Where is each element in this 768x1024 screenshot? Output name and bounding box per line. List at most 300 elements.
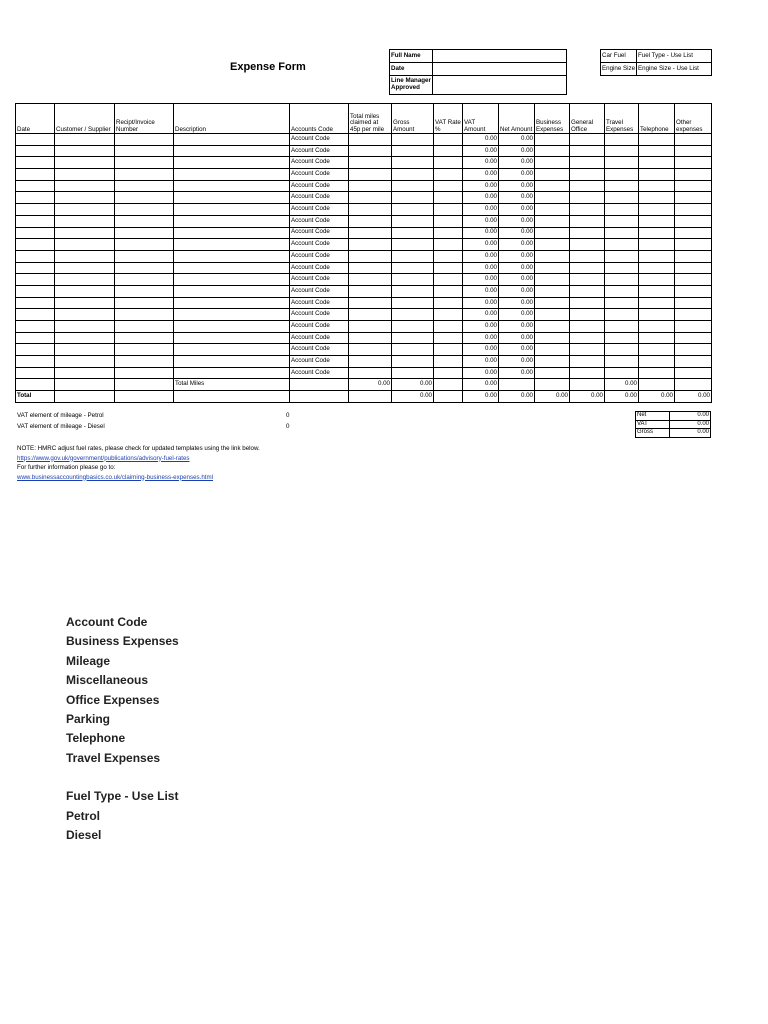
table-cell[interactable] [115,180,174,192]
table-cell[interactable] [16,204,55,216]
table-cell[interactable] [55,227,115,239]
table-cell[interactable] [434,367,463,379]
table-cell[interactable] [115,239,174,251]
table-cell[interactable] [392,134,434,146]
table-cell[interactable] [639,192,675,204]
table-cell[interactable] [639,227,675,239]
account-code-select[interactable]: Account Code [290,204,349,216]
table-cell[interactable] [535,250,570,262]
table-cell[interactable] [115,274,174,286]
engine-size-select[interactable]: Engine Size - Use List [637,63,712,76]
account-code-select[interactable]: Account Code [290,321,349,333]
table-cell[interactable] [349,157,392,169]
table-cell[interactable] [639,145,675,157]
table-cell[interactable] [392,344,434,356]
table-cell[interactable] [570,204,605,216]
account-code-select[interactable]: Account Code [290,239,349,251]
table-cell[interactable] [349,204,392,216]
table-cell[interactable] [639,180,675,192]
table-cell[interactable] [434,297,463,309]
table-cell[interactable] [535,356,570,368]
table-cell[interactable] [174,367,290,379]
table-cell[interactable] [174,192,290,204]
account-code-select[interactable]: Account Code [290,180,349,192]
table-cell[interactable] [392,169,434,181]
table-cell[interactable] [392,180,434,192]
table-cell[interactable] [174,285,290,297]
table-cell[interactable] [434,215,463,227]
table-cell[interactable] [349,332,392,344]
table-cell[interactable] [639,321,675,333]
table-cell[interactable] [605,356,639,368]
table-cell[interactable] [115,145,174,157]
table-cell[interactable] [434,204,463,216]
table-cell[interactable] [392,250,434,262]
table-cell[interactable] [605,169,639,181]
table-cell[interactable] [349,309,392,321]
table-cell[interactable] [349,145,392,157]
car-fuel-label: Car Fuel [601,50,637,63]
table-cell[interactable] [174,321,290,333]
table-cell[interactable] [570,192,605,204]
table-cell[interactable] [115,262,174,274]
table-cell[interactable] [434,356,463,368]
table-cell[interactable] [349,344,392,356]
table-cell[interactable] [392,157,434,169]
business-expenses-link[interactable]: www.businessaccountingbasics.co.uk/claiming-business-expenses.html [17,473,214,481]
table-row [16,180,712,192]
table-cell[interactable] [675,344,712,356]
table-cell[interactable] [675,192,712,204]
table-cell[interactable] [675,134,712,146]
table-cell[interactable] [16,169,55,181]
table-cell[interactable] [605,344,639,356]
table-cell[interactable] [349,192,392,204]
table-cell[interactable] [675,227,712,239]
table-cell[interactable] [55,262,115,274]
table-cell[interactable] [535,262,570,274]
table-cell[interactable] [675,157,712,169]
account-code-select[interactable]: Account Code [290,332,349,344]
account-code-select[interactable]: Account Code [290,192,349,204]
table-cell[interactable] [115,215,174,227]
table-cell[interactable] [115,227,174,239]
table-cell[interactable] [535,321,570,333]
table-cell[interactable] [605,332,639,344]
table-cell[interactable] [675,309,712,321]
account-code-select[interactable]: Account Code [290,134,349,146]
table-cell[interactable] [434,274,463,286]
account-code-option: Mileage [66,653,111,668]
vat-amount-cell: 0.00 [463,367,499,379]
table-cell[interactable] [535,309,570,321]
table-cell[interactable] [605,145,639,157]
table-cell[interactable] [392,145,434,157]
table-cell[interactable] [16,227,55,239]
table-cell[interactable] [605,309,639,321]
table-cell[interactable] [174,250,290,262]
table-cell[interactable] [639,309,675,321]
table-cell[interactable] [174,309,290,321]
table-cell[interactable] [675,215,712,227]
table-cell[interactable] [605,250,639,262]
table-cell[interactable] [349,321,392,333]
table-cell[interactable] [605,215,639,227]
table-cell[interactable] [639,356,675,368]
table-cell[interactable] [434,309,463,321]
table-cell[interactable] [535,285,570,297]
table-cell[interactable] [55,180,115,192]
table-cell[interactable] [570,169,605,181]
table-cell[interactable] [570,321,605,333]
table-cell[interactable] [392,321,434,333]
table-cell[interactable] [639,204,675,216]
table-cell[interactable] [349,180,392,192]
table-cell[interactable] [55,356,115,368]
vat-petrol-value: 0 [286,412,290,419]
table-cell[interactable] [115,204,174,216]
vat-amount-cell: 0.00 [463,169,499,181]
table-cell[interactable] [675,250,712,262]
table-cell[interactable] [675,356,712,368]
table-cell[interactable] [570,262,605,274]
table-cell[interactable] [16,239,55,251]
table-cell[interactable] [174,297,290,309]
table-cell[interactable] [675,297,712,309]
table-cell[interactable] [115,134,174,146]
table-cell[interactable] [174,332,290,344]
table-cell[interactable] [115,344,174,356]
table-cell[interactable] [675,262,712,274]
table-cell[interactable] [605,134,639,146]
table-cell[interactable] [570,344,605,356]
table-cell[interactable] [535,332,570,344]
table-cell[interactable] [349,262,392,274]
table-cell[interactable] [55,250,115,262]
table-cell[interactable] [392,356,434,368]
table-cell[interactable] [392,297,434,309]
table-cell[interactable] [639,169,675,181]
table-cell[interactable] [16,309,55,321]
table-cell[interactable] [349,285,392,297]
table-cell[interactable] [55,367,115,379]
table-cell[interactable] [434,332,463,344]
line-manager-field[interactable] [433,76,567,95]
table-cell[interactable] [349,169,392,181]
table-cell[interactable] [434,192,463,204]
table-cell[interactable] [349,356,392,368]
table-cell[interactable] [16,356,55,368]
table-cell[interactable] [55,297,115,309]
table-cell[interactable] [434,169,463,181]
table-cell[interactable] [605,297,639,309]
table-cell[interactable] [16,321,55,333]
account-code-select[interactable]: Account Code [290,274,349,286]
table-cell[interactable] [115,192,174,204]
table-cell[interactable] [115,321,174,333]
table-cell[interactable] [16,285,55,297]
account-code-select[interactable]: Account Code [290,227,349,239]
table-cell[interactable] [639,239,675,251]
table-cell[interactable] [16,134,55,146]
table-cell[interactable] [434,321,463,333]
vat-amount-cell: 0.00 [463,239,499,251]
table-cell[interactable] [675,239,712,251]
table-cell[interactable] [535,134,570,146]
table-cell[interactable] [434,344,463,356]
table-cell[interactable] [392,204,434,216]
table-cell[interactable] [115,297,174,309]
table-cell[interactable] [434,285,463,297]
table-cell[interactable] [349,367,392,379]
table-cell[interactable] [605,157,639,169]
table-cell[interactable] [675,367,712,379]
table-cell[interactable] [174,157,290,169]
table-cell[interactable] [605,367,639,379]
table-cell[interactable] [16,180,55,192]
table-cell[interactable] [535,274,570,286]
table-cell[interactable] [570,309,605,321]
table-cell[interactable] [55,309,115,321]
table-cell[interactable] [639,215,675,227]
table-cell[interactable] [605,262,639,274]
table-cell[interactable] [174,227,290,239]
table-cell[interactable] [55,274,115,286]
table-cell[interactable] [434,250,463,262]
table-cell[interactable] [639,157,675,169]
table-cell[interactable] [16,192,55,204]
table-cell[interactable] [605,239,639,251]
table-cell[interactable] [639,274,675,286]
table-cell[interactable] [434,157,463,169]
table-cell[interactable] [570,356,605,368]
table-cell[interactable] [55,285,115,297]
table-cell[interactable] [605,321,639,333]
vat-amount-cell: 0.00 [463,285,499,297]
table-cell[interactable] [115,356,174,368]
account-code-option: Business Expenses [66,634,179,649]
table-cell[interactable] [55,134,115,146]
table-cell[interactable] [639,297,675,309]
table-cell[interactable] [16,145,55,157]
table-cell[interactable] [55,332,115,344]
table-cell[interactable] [55,169,115,181]
table-cell[interactable] [535,192,570,204]
summary-net-label: Net [636,412,670,421]
table-cell[interactable] [349,239,392,251]
table-cell[interactable] [392,215,434,227]
table-cell[interactable] [392,262,434,274]
account-code-select[interactable]: Account Code [290,145,349,157]
table-cell[interactable] [392,367,434,379]
table-cell[interactable] [16,332,55,344]
table-cell[interactable] [535,157,570,169]
table-cell[interactable] [174,274,290,286]
table-cell[interactable] [570,285,605,297]
total-miles-label: Total Miles [174,379,290,391]
table-cell[interactable] [535,297,570,309]
fuel-type-option: Petrol [66,808,101,823]
table-cell [570,379,605,391]
table-cell[interactable] [535,180,570,192]
table-cell[interactable] [535,239,570,251]
table-cell[interactable] [434,262,463,274]
table-cell[interactable] [16,344,55,356]
table-cell[interactable] [434,180,463,192]
table-cell[interactable] [55,204,115,216]
table-cell[interactable] [115,169,174,181]
account-code-select[interactable]: Account Code [290,157,349,169]
table-cell[interactable] [675,204,712,216]
table-cell[interactable] [174,134,290,146]
table-cell[interactable] [392,332,434,344]
table-cell[interactable] [174,204,290,216]
table-cell[interactable] [570,134,605,146]
table-cell[interactable] [392,192,434,204]
table-cell[interactable] [570,367,605,379]
table-cell[interactable] [570,274,605,286]
table-cell[interactable] [639,344,675,356]
table-cell[interactable] [115,157,174,169]
table-cell[interactable] [605,227,639,239]
table-cell[interactable] [16,367,55,379]
table-cell[interactable] [535,367,570,379]
table-cell[interactable] [535,169,570,181]
table-cell[interactable] [570,145,605,157]
table-cell[interactable] [174,344,290,356]
table-cell[interactable] [570,227,605,239]
table-cell[interactable] [174,215,290,227]
table-cell[interactable] [675,169,712,181]
table-cell[interactable] [349,227,392,239]
table-row [16,145,712,157]
table-cell[interactable] [349,274,392,286]
table-cell[interactable] [115,332,174,344]
table-cell[interactable] [605,204,639,216]
table-cell[interactable] [434,227,463,239]
table-cell[interactable] [570,157,605,169]
table-cell[interactable] [675,180,712,192]
table-cell[interactable] [535,227,570,239]
table-cell[interactable] [605,192,639,204]
net-amount-cell: 0.00 [499,332,535,344]
table-cell[interactable] [675,145,712,157]
table-cell[interactable] [392,274,434,286]
table-cell[interactable] [115,250,174,262]
table-cell[interactable] [55,215,115,227]
table-cell[interactable] [55,321,115,333]
table-cell[interactable] [570,215,605,227]
table-cell[interactable] [392,239,434,251]
table-cell[interactable] [639,262,675,274]
table-cell[interactable] [115,367,174,379]
table-cell[interactable] [55,145,115,157]
account-code-select[interactable]: Account Code [290,367,349,379]
table-cell[interactable] [605,180,639,192]
account-code-select[interactable]: Account Code [290,215,349,227]
table-cell[interactable] [392,309,434,321]
table-cell[interactable] [55,157,115,169]
table-cell[interactable] [16,215,55,227]
table-cell[interactable] [570,180,605,192]
table-cell[interactable] [570,250,605,262]
table-cell[interactable] [16,274,55,286]
table-cell[interactable] [570,332,605,344]
table-cell[interactable] [115,309,174,321]
fuel-rates-link[interactable]: https://www.gov.uk/government/publications/advisory-fuel-rates [17,454,190,462]
vat-amount-cell: 0.00 [463,134,499,146]
table-cell[interactable] [55,344,115,356]
table-cell[interactable] [349,297,392,309]
table-cell[interactable] [174,356,290,368]
table-cell[interactable] [675,321,712,333]
full-name-field[interactable] [433,50,567,63]
account-code-select[interactable]: Account Code [290,297,349,309]
table-cell[interactable] [639,332,675,344]
table-cell[interactable] [16,157,55,169]
table-cell[interactable] [434,239,463,251]
table-cell[interactable] [392,227,434,239]
table-cell[interactable] [605,285,639,297]
table-cell[interactable] [535,215,570,227]
vat-diesel-label: VAT element of mileage - Diesel [17,423,105,430]
table-cell[interactable] [349,215,392,227]
table-cell[interactable] [349,134,392,146]
account-code-select[interactable]: Account Code [290,309,349,321]
table-cell[interactable] [639,134,675,146]
table-cell[interactable] [115,285,174,297]
table-cell[interactable] [639,250,675,262]
table-cell[interactable] [392,285,434,297]
table-cell[interactable] [16,250,55,262]
table-cell[interactable] [16,297,55,309]
table-cell[interactable] [535,344,570,356]
table-cell[interactable] [535,204,570,216]
table-cell[interactable] [434,134,463,146]
account-code-select[interactable]: Account Code [290,285,349,297]
account-code-select[interactable]: Account Code [290,356,349,368]
total-gross: 0.00 [392,391,434,403]
account-code-select[interactable]: Account Code [290,344,349,356]
table-cell[interactable] [16,262,55,274]
table-cell[interactable] [55,239,115,251]
table-cell[interactable] [174,239,290,251]
account-code-select[interactable]: Account Code [290,262,349,274]
account-code-select[interactable]: Account Code [290,169,349,181]
table-cell [16,379,55,391]
table-cell[interactable] [174,169,290,181]
table-cell[interactable] [639,285,675,297]
fuel-type-select[interactable]: Fuel Type - Use List [637,50,712,63]
table-cell[interactable] [570,297,605,309]
table-cell[interactable] [174,145,290,157]
table-cell[interactable] [535,145,570,157]
table-cell[interactable] [349,250,392,262]
table-cell[interactable] [174,180,290,192]
table-cell[interactable] [675,332,712,344]
table-cell[interactable] [639,367,675,379]
table-cell[interactable] [605,274,639,286]
table-cell[interactable] [675,274,712,286]
table-cell[interactable] [55,192,115,204]
date-field[interactable] [433,63,567,76]
table-cell[interactable] [434,145,463,157]
table-cell[interactable] [675,285,712,297]
table-cell[interactable] [174,262,290,274]
vat-amount-cell: 0.00 [463,262,499,274]
table-cell[interactable] [570,239,605,251]
account-code-select[interactable]: Account Code [290,250,349,262]
